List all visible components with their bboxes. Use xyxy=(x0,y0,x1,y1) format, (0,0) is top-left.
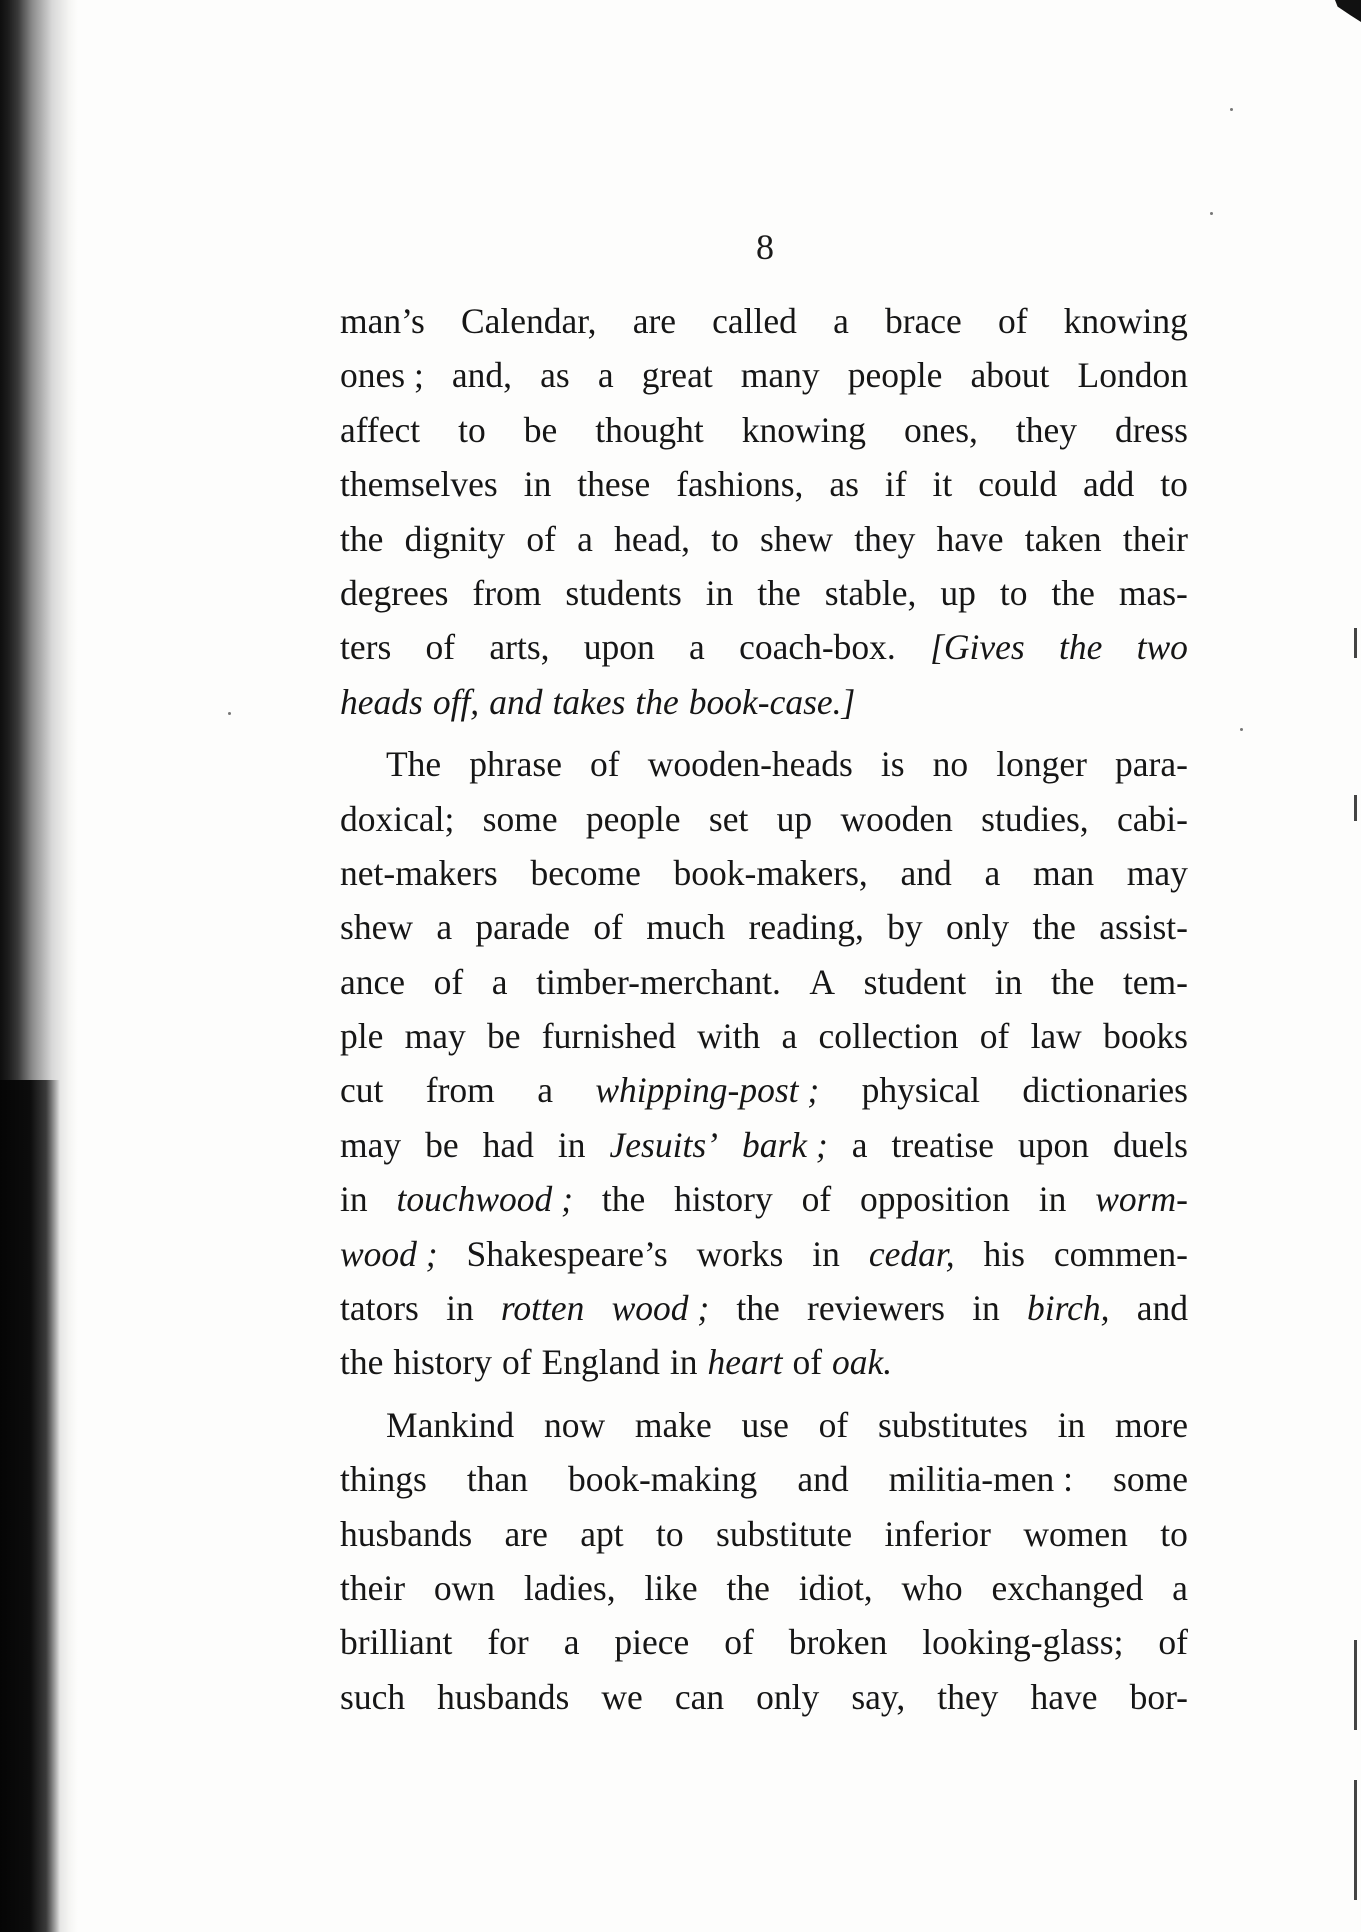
word: knowing xyxy=(741,409,866,450)
word: with xyxy=(697,1016,761,1057)
word: para- xyxy=(1115,744,1188,785)
word: a xyxy=(436,907,453,948)
word: to xyxy=(711,518,739,559)
word: wooden xyxy=(840,798,953,839)
word: become xyxy=(530,852,641,893)
word: they xyxy=(1015,409,1077,450)
word: the xyxy=(1032,907,1076,948)
word: Calendar, xyxy=(460,301,597,341)
margin-mark xyxy=(1354,628,1357,658)
word: opposition xyxy=(860,1179,1010,1220)
word: piece xyxy=(614,1622,690,1663)
word: we xyxy=(601,1676,643,1717)
word: husbands xyxy=(437,1676,570,1717)
word: militia-men : xyxy=(888,1459,1073,1500)
word: some xyxy=(1113,1459,1188,1500)
text-line xyxy=(340,348,1188,402)
word: treatise xyxy=(891,1124,995,1165)
word: add xyxy=(1083,464,1135,505)
word: can xyxy=(674,1676,725,1717)
word: cut xyxy=(340,1070,384,1111)
word: taken xyxy=(1024,518,1102,559)
word: a xyxy=(1172,1567,1188,1608)
paragraph-3 xyxy=(340,1398,1188,1724)
word: a xyxy=(597,355,614,396)
word: be xyxy=(487,1016,521,1057)
word: about xyxy=(970,355,1050,396)
word: dress xyxy=(1114,409,1188,450)
word: books xyxy=(1103,1016,1188,1057)
word: these xyxy=(577,464,651,505)
word: shew xyxy=(340,907,413,948)
word: like xyxy=(644,1567,698,1608)
word: in xyxy=(340,1179,368,1220)
word: a xyxy=(984,852,1001,893)
word: no xyxy=(932,744,969,785)
word: stable, xyxy=(824,572,917,613)
word: a xyxy=(577,518,593,559)
word: arts, xyxy=(489,627,550,668)
paragraph-1 xyxy=(340,294,1188,729)
text-line xyxy=(340,294,1188,348)
word: set xyxy=(708,798,749,839)
text-line xyxy=(340,1281,1188,1335)
word: a xyxy=(689,627,705,668)
word: called xyxy=(712,301,797,341)
word: A xyxy=(809,961,836,1002)
word: book-makers, xyxy=(673,852,868,893)
word: in xyxy=(972,1288,1000,1329)
word: mas- xyxy=(1118,572,1188,613)
paragraph-2 xyxy=(340,737,1188,1390)
text-line xyxy=(340,1118,1188,1172)
word: rotten xyxy=(500,1288,585,1329)
word: net-makers xyxy=(340,852,498,893)
word: two xyxy=(1136,627,1188,668)
word: Jesuits’ xyxy=(609,1124,718,1165)
word: wood ; xyxy=(340,1233,438,1274)
word: upon xyxy=(583,627,655,668)
word: now xyxy=(543,1404,606,1445)
word: assist- xyxy=(1099,907,1188,948)
word: may xyxy=(1126,852,1188,893)
word: The xyxy=(386,744,442,785)
word: student xyxy=(863,961,967,1002)
word: the xyxy=(635,681,679,722)
word: is xyxy=(880,744,905,785)
word: and, xyxy=(451,355,513,396)
word: are xyxy=(504,1513,548,1554)
word: of xyxy=(433,961,464,1002)
word: takes xyxy=(552,681,626,722)
text-line xyxy=(340,675,1188,729)
paper-speck xyxy=(228,712,231,715)
word: ladies, xyxy=(523,1567,616,1608)
word: of xyxy=(590,744,620,785)
word: exchanged xyxy=(991,1567,1144,1608)
text-line xyxy=(340,1172,1188,1226)
text-line xyxy=(340,1335,1188,1389)
word: ple xyxy=(340,1016,384,1057)
word: the xyxy=(340,518,384,559)
word: cabi- xyxy=(1116,798,1188,839)
body-text xyxy=(340,294,1188,1724)
word: dictionaries xyxy=(1022,1070,1188,1111)
word: as xyxy=(540,355,570,396)
word: Mankind xyxy=(386,1404,515,1445)
word: tators xyxy=(340,1288,419,1329)
word: as xyxy=(829,464,859,505)
text-line xyxy=(340,566,1188,620)
word: commen- xyxy=(1053,1233,1188,1274)
word: people xyxy=(585,798,681,839)
word: the xyxy=(726,1567,770,1608)
word: of xyxy=(979,1016,1010,1057)
word: of xyxy=(502,1342,532,1383)
word: knowing xyxy=(1063,301,1188,341)
word: only xyxy=(756,1676,820,1717)
word: up xyxy=(776,798,813,839)
word: whipping-post ; xyxy=(595,1070,820,1111)
word: works xyxy=(696,1233,784,1274)
word: wooden-heads xyxy=(647,744,853,785)
word: man xyxy=(1032,852,1095,893)
word: wood ; xyxy=(611,1288,710,1329)
word: touchwood ; xyxy=(396,1179,573,1220)
word: man’s xyxy=(340,301,425,341)
text-line xyxy=(340,900,1188,954)
word: cedar, xyxy=(868,1233,955,1274)
paper-speck xyxy=(1240,728,1243,731)
text-line xyxy=(340,846,1188,900)
word: heart xyxy=(707,1342,783,1383)
word: and xyxy=(900,852,952,893)
word: to xyxy=(1160,464,1188,505)
word: book-case.] xyxy=(688,681,856,722)
word: say, xyxy=(851,1676,906,1717)
word: who xyxy=(901,1567,963,1608)
page-corner-mark xyxy=(1335,0,1361,22)
word: be xyxy=(425,1124,459,1165)
word: their xyxy=(1122,518,1188,559)
word: to xyxy=(1160,1513,1188,1554)
word: shew xyxy=(760,518,834,559)
word: substitute xyxy=(716,1513,853,1554)
word: looking-glass; xyxy=(922,1622,1124,1663)
word: his xyxy=(983,1233,1025,1274)
word: may xyxy=(340,1124,402,1165)
word: doxical; xyxy=(340,798,455,839)
word: of xyxy=(801,1179,832,1220)
word: than xyxy=(466,1459,528,1500)
word: they xyxy=(854,518,916,559)
word: things xyxy=(340,1459,427,1500)
text-line xyxy=(340,737,1188,791)
word: Shakespeare’s xyxy=(466,1233,668,1274)
word: dignity xyxy=(404,518,506,559)
word: broken xyxy=(788,1622,888,1663)
word: of xyxy=(425,627,456,668)
word: only xyxy=(946,907,1010,948)
word: to xyxy=(458,409,486,450)
word: a xyxy=(851,1124,868,1165)
word: worm- xyxy=(1095,1179,1188,1220)
word: husbands xyxy=(340,1513,473,1554)
word: of xyxy=(593,907,623,948)
paragraph-gap xyxy=(340,1390,1188,1398)
word: may xyxy=(404,1016,466,1057)
word: brace xyxy=(884,301,962,341)
word: phrase xyxy=(469,744,562,785)
word: had xyxy=(482,1124,534,1165)
word: duels xyxy=(1113,1124,1188,1165)
word: history xyxy=(393,1342,492,1383)
word: some xyxy=(482,798,558,839)
word: ones, xyxy=(903,409,978,450)
word: the xyxy=(1058,627,1103,668)
word: from xyxy=(425,1070,495,1111)
word: thought xyxy=(595,409,704,450)
word: be xyxy=(523,409,558,450)
text-line xyxy=(340,620,1188,674)
word: of xyxy=(818,1404,849,1445)
word: many xyxy=(740,355,820,396)
word: much xyxy=(646,907,726,948)
word: to xyxy=(999,572,1028,613)
word: timber-merchant. xyxy=(536,961,781,1002)
word: of xyxy=(724,1622,754,1663)
word: of xyxy=(526,518,556,559)
word: a xyxy=(491,961,508,1002)
word: head, xyxy=(614,518,691,559)
word: a xyxy=(781,1016,798,1057)
word: in xyxy=(446,1288,474,1329)
word: the xyxy=(340,1342,384,1383)
word: to xyxy=(656,1513,684,1554)
word: tem- xyxy=(1122,961,1188,1002)
word: idiot, xyxy=(798,1567,873,1608)
word: in xyxy=(705,572,734,613)
word: people xyxy=(847,355,943,396)
word: furnished xyxy=(541,1016,676,1057)
paper-speck xyxy=(1210,212,1213,215)
text-line xyxy=(340,1398,1188,1452)
word: in xyxy=(812,1233,840,1274)
word: of xyxy=(792,1342,823,1383)
word: in xyxy=(523,464,552,505)
word: students xyxy=(565,572,682,613)
text-line xyxy=(340,1561,1188,1615)
word: fashions, xyxy=(676,464,804,505)
word: ters xyxy=(340,627,392,668)
margin-mark xyxy=(1354,795,1357,821)
word: a xyxy=(563,1622,580,1663)
text-line xyxy=(340,1670,1188,1724)
word: heads xyxy=(340,681,423,722)
word: great xyxy=(641,355,713,396)
word: make xyxy=(634,1404,712,1445)
text-line xyxy=(340,792,1188,846)
word: reviewers xyxy=(807,1288,945,1329)
word: themselves xyxy=(340,464,498,505)
word: England xyxy=(541,1342,660,1383)
word: substitutes xyxy=(877,1404,1028,1445)
word: studies, xyxy=(981,798,1089,839)
word: collection xyxy=(818,1016,959,1057)
word: and xyxy=(1136,1288,1188,1329)
word: longer xyxy=(996,744,1087,785)
word: such xyxy=(340,1676,406,1717)
word: the xyxy=(736,1288,780,1329)
word: it xyxy=(932,464,953,505)
word: in xyxy=(1038,1179,1067,1220)
word: birch, xyxy=(1027,1288,1110,1329)
word: upon xyxy=(1018,1124,1090,1165)
word: oak. xyxy=(832,1342,893,1383)
text-line xyxy=(340,955,1188,1009)
word: off, xyxy=(432,681,480,722)
text-line xyxy=(340,1452,1188,1506)
word: coach-box. xyxy=(739,627,896,668)
word: history xyxy=(674,1179,773,1220)
text-line xyxy=(340,1009,1188,1063)
word: more xyxy=(1115,1404,1188,1445)
text-line xyxy=(340,1227,1188,1281)
text-line xyxy=(340,512,1188,566)
word: in xyxy=(669,1342,698,1383)
text-line xyxy=(340,1615,1188,1669)
word: law xyxy=(1030,1016,1082,1057)
word: own xyxy=(433,1567,496,1608)
word: could xyxy=(978,464,1058,505)
text-line xyxy=(340,403,1188,457)
word: if xyxy=(884,464,907,505)
word: use xyxy=(741,1404,789,1445)
word: have xyxy=(936,518,1004,559)
word: have xyxy=(1030,1676,1098,1717)
word: London xyxy=(1077,355,1188,396)
word: the xyxy=(1050,961,1095,1002)
paper-speck xyxy=(1230,108,1233,111)
word: and xyxy=(489,681,543,722)
word: bor- xyxy=(1129,1676,1188,1717)
word: in xyxy=(1057,1404,1086,1445)
word: ones ; xyxy=(340,355,424,396)
word: [Gives xyxy=(930,627,1025,668)
word: are xyxy=(632,301,677,341)
word: the xyxy=(601,1179,646,1220)
word: physical xyxy=(861,1070,980,1111)
word: book-making xyxy=(567,1459,758,1500)
word: ance xyxy=(340,961,406,1002)
word: bark ; xyxy=(741,1124,828,1165)
word: the xyxy=(757,572,801,613)
word: in xyxy=(994,961,1023,1002)
word: their xyxy=(340,1567,406,1608)
margin-mark xyxy=(1354,1780,1357,1900)
word: reading, xyxy=(748,907,864,948)
text-line xyxy=(340,457,1188,511)
word: a xyxy=(537,1070,553,1111)
word: affect xyxy=(340,409,421,450)
paragraph-gap xyxy=(340,729,1188,737)
word: by xyxy=(887,907,923,948)
margin-mark xyxy=(1354,1640,1357,1730)
word: in xyxy=(557,1124,586,1165)
word: up xyxy=(940,572,976,613)
word: apt xyxy=(580,1513,624,1554)
word: of xyxy=(997,301,1028,341)
word: parade xyxy=(475,907,571,948)
text-line xyxy=(340,1063,1188,1117)
page-number: 8 xyxy=(756,227,774,267)
book-binding-shadow xyxy=(0,1080,60,1932)
word: and xyxy=(797,1459,849,1500)
word: of xyxy=(1158,1622,1188,1663)
word: brilliant xyxy=(340,1622,453,1663)
word: a xyxy=(833,301,849,341)
text-line xyxy=(340,1507,1188,1561)
word: degrees xyxy=(340,572,449,613)
word: the xyxy=(1051,572,1095,613)
word: they xyxy=(937,1676,999,1717)
word: inferior xyxy=(884,1513,991,1554)
word: for xyxy=(487,1622,529,1663)
word: from xyxy=(472,572,542,613)
word: women xyxy=(1023,1513,1128,1554)
